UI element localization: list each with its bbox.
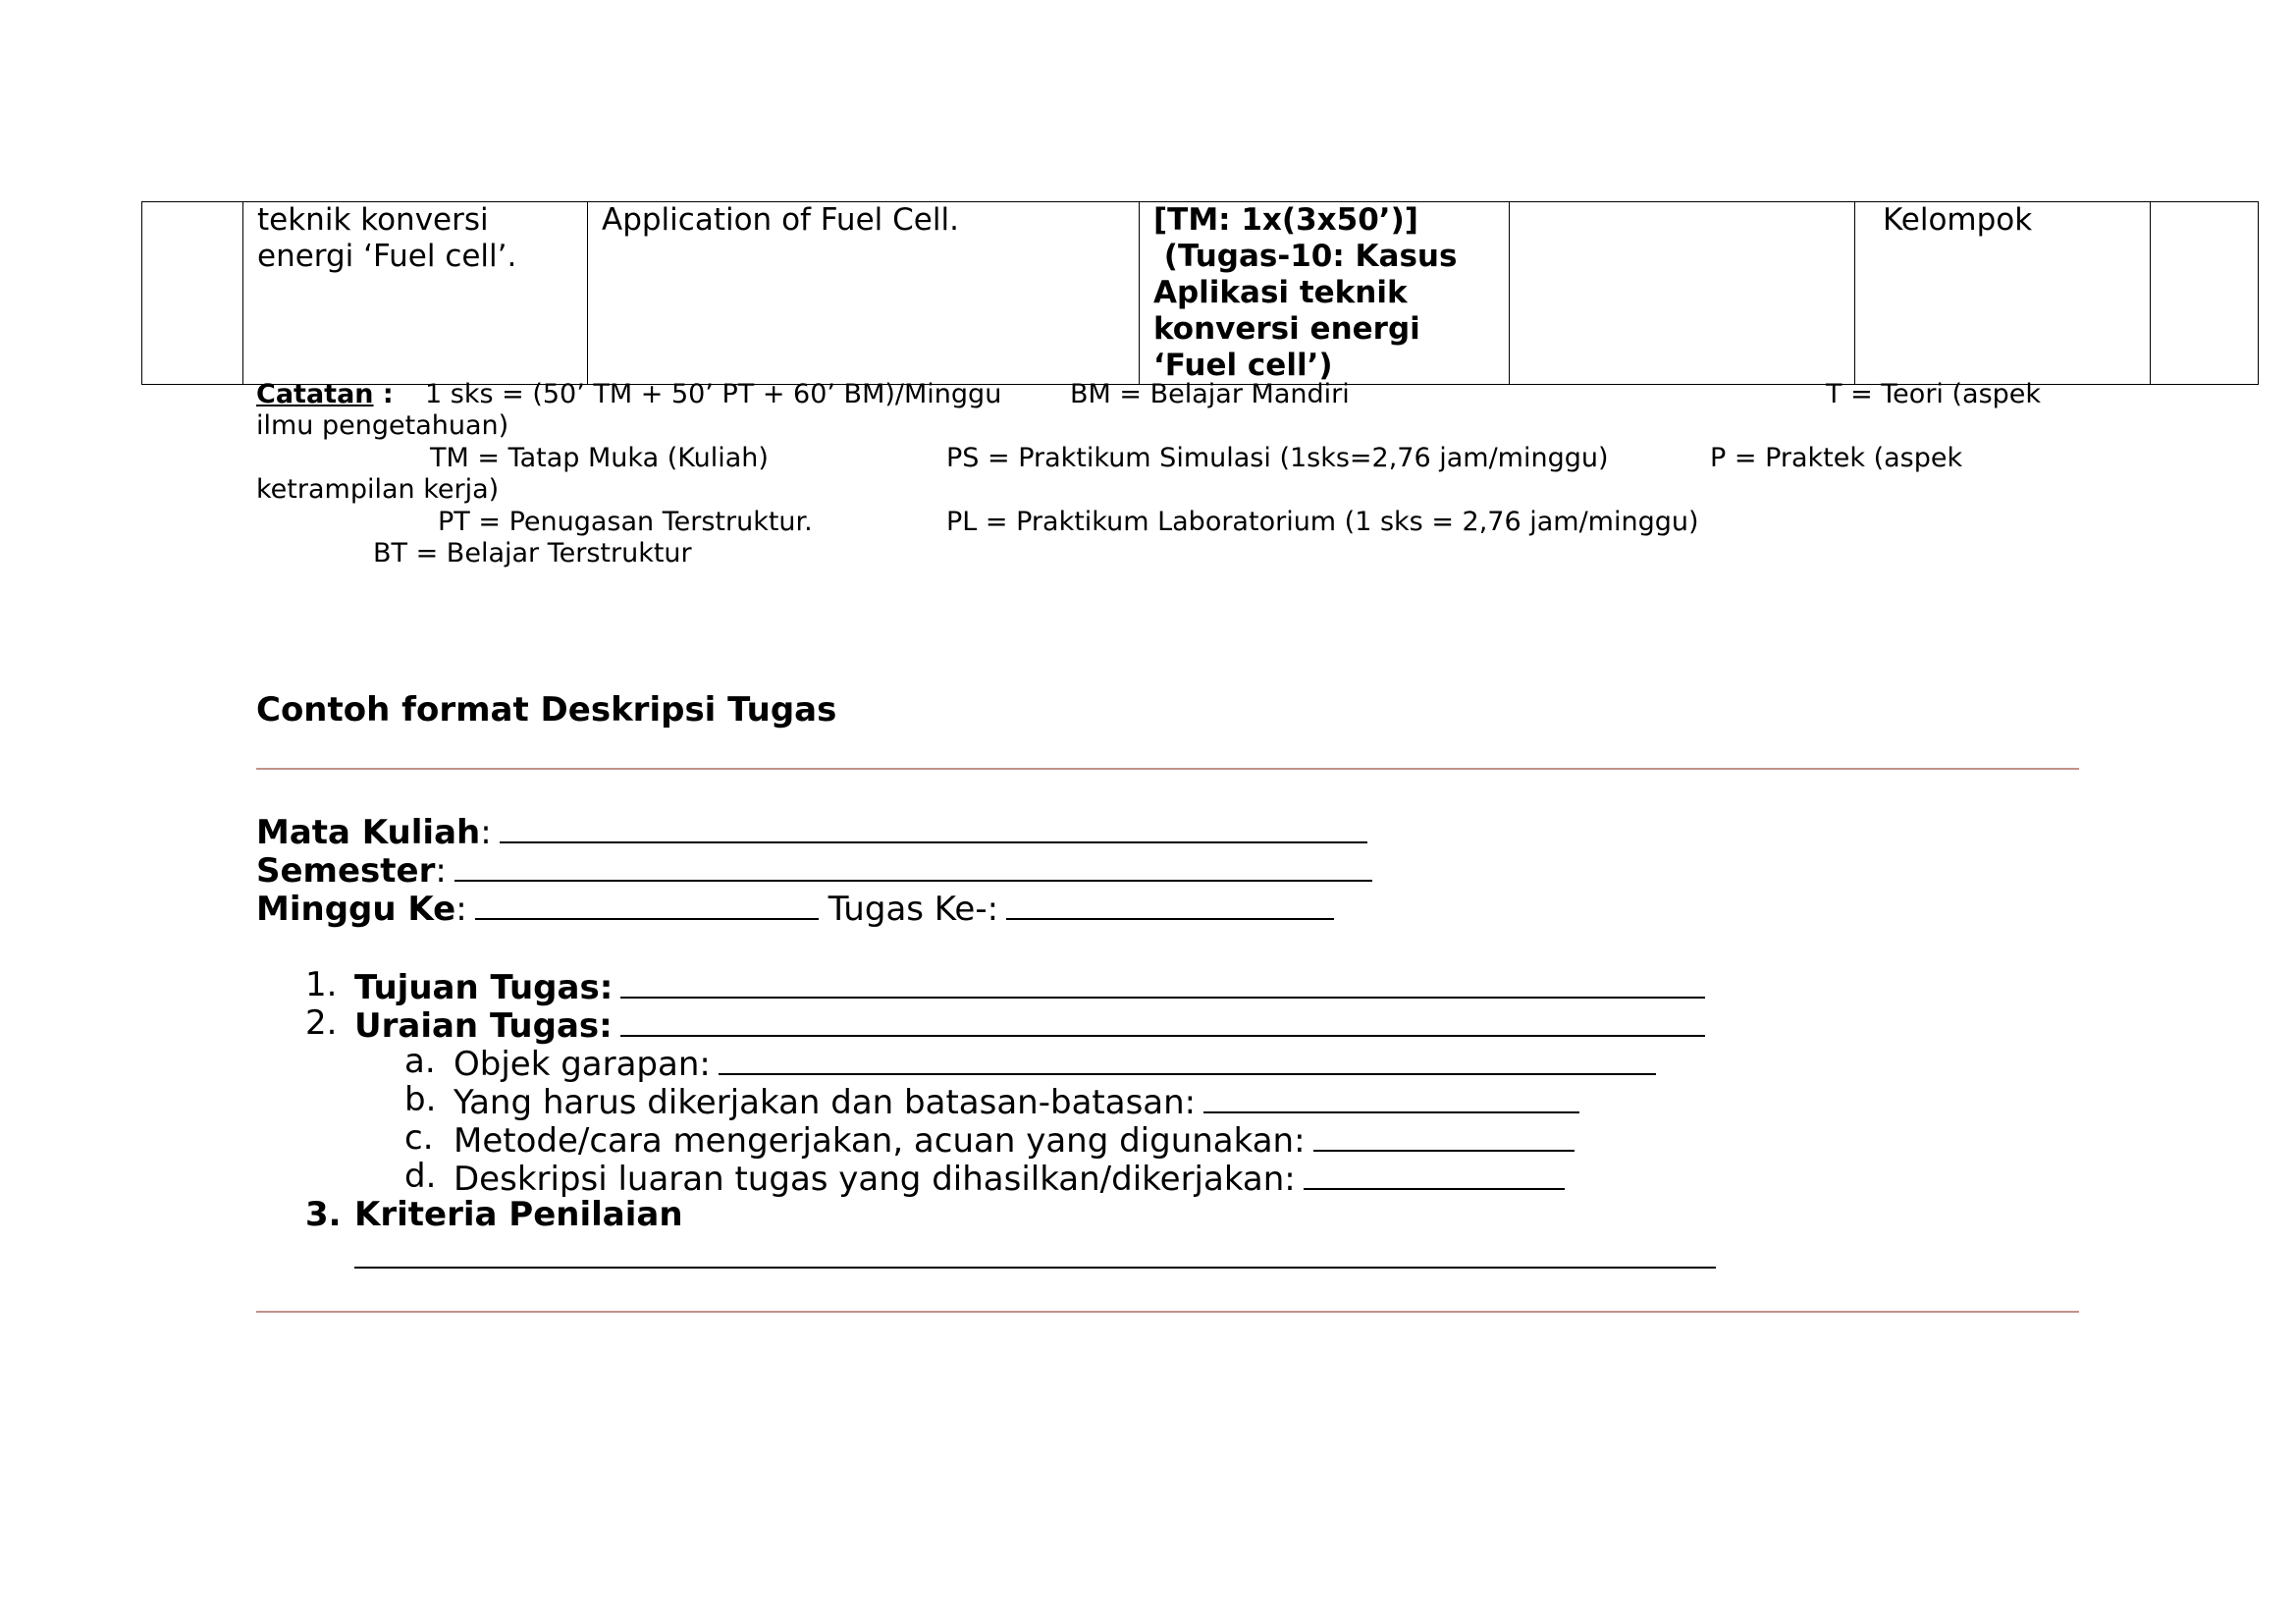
objek-garapan-blank[interactable] [719,1042,1656,1075]
bottom-divider [256,1311,2079,1313]
catatan-line [256,379,394,410]
item-1-number: 1. [305,965,338,1004]
note-t-cont: ilmu pengetahuan) [256,410,509,441]
semester-label: Semester [256,851,436,891]
deskripsi-luaran-blank[interactable] [1304,1157,1565,1190]
table-cell-week [142,202,243,385]
note-pt: PT = Penugasan Terstruktur. [438,507,813,537]
note-tm: TM = Tatap Muka (Kuliah) [430,443,769,473]
rps-table [141,201,2259,385]
mata-kuliah-blank[interactable] [500,810,1367,843]
catatan-label: Catatan [256,379,374,409]
deskripsi-luaran-label: Deskripsi luaran tugas yang dihasilkan/dikerjakan: [454,1160,1296,1199]
yang-harus-blank[interactable] [1203,1080,1579,1113]
subitem-b-letter: b. [404,1080,437,1119]
note-p-cont: ketrampilan kerja) [256,474,500,505]
table-cell-material: Application of Fuel Cell. [588,202,1140,385]
kriteria-penilaian-blank[interactable] [354,1267,1716,1269]
top-divider [256,768,2079,770]
tujuan-tugas-blank[interactable] [620,965,1705,999]
tujuan-tugas-label: Tujuan Tugas: [354,968,614,1007]
item-2-number: 2. [305,1003,338,1043]
subitem-objek-garapan [454,1042,1656,1084]
item-uraian-tugas [354,1003,1705,1046]
uraian-tugas-label: Uraian Tugas: [354,1006,613,1046]
semester-colon: : [435,851,447,891]
catatan-colon: : [373,379,394,409]
subitem-c-letter: c. [404,1118,434,1158]
metode-blank[interactable] [1313,1118,1575,1152]
table-cell-criteria [1510,202,1855,385]
mata-kuliah-label: Mata Kuliah [256,813,481,852]
note-t: T = Teori (aspek [1826,379,2042,409]
subitem-metode [454,1118,1575,1161]
form-heading: Contoh format Deskripsi Tugas [256,690,837,730]
tugas-ke-blank[interactable] [1006,887,1334,920]
subitem-deskripsi-luaran [454,1157,1565,1199]
metode-label: Metode/cara mengerjakan, acuan yang digunakan: [454,1121,1306,1161]
note-p: P = Praktek (aspek [1710,443,1963,473]
item-3-number: 3. [305,1195,342,1234]
minggu-ke-label: Minggu Ke [256,890,456,929]
note-pl: PL = Praktikum Laboratorium (1 sks = 2,76 jam/minggu) [946,507,1699,537]
yang-harus-label: Yang harus dikerjakan dan batasan-batasan: [454,1083,1197,1122]
table-row [142,202,2259,385]
kriteria-penilaian-label: Kriteria Penilaian [354,1195,683,1234]
note-bt: BT = Belajar Terstruktur [373,538,692,568]
note-sks: 1 sks = (50’ TM + 50’ PT + 60’ BM)/Minggu [425,379,1002,409]
objek-garapan-label: Objek garapan: [454,1045,711,1084]
table-cell-method [1140,202,1510,385]
item-kriteria-penilaian [354,1195,683,1234]
table-cell-form: Kelompok [1855,202,2151,385]
mata-kuliah-colon: : [480,813,492,852]
uraian-tugas-blank[interactable] [620,1003,1705,1037]
table-cell-weight [2151,202,2259,385]
subitem-yang-harus [454,1080,1579,1122]
field-minggu-tugas [256,887,1334,929]
subitem-a-letter: a. [404,1042,436,1081]
item-tujuan-tugas [354,965,1705,1007]
subitem-d-letter: d. [404,1157,437,1196]
method-line-1: [TM: 1x(3x50’)] [1153,202,1418,238]
method-line-2: (Tugas-10: Kasus Aplikasi teknik konversi energi ‘Fuel cell’) [1153,239,1468,383]
minggu-ke-colon: : [455,890,467,929]
note-bm: BM = Belajar Mandiri [1070,379,1350,409]
table-cell-competency: teknik konversi energi ‘Fuel cell’. [243,202,588,385]
minggu-ke-blank[interactable] [475,887,819,920]
field-semester [256,848,1372,891]
note-ps: PS = Praktikum Simulasi (1sks=2,76 jam/minggu) [946,443,1609,473]
field-mata-kuliah [256,810,1367,852]
tugas-ke-label: Tugas Ke-: [828,890,999,929]
semester-blank[interactable] [454,848,1372,882]
